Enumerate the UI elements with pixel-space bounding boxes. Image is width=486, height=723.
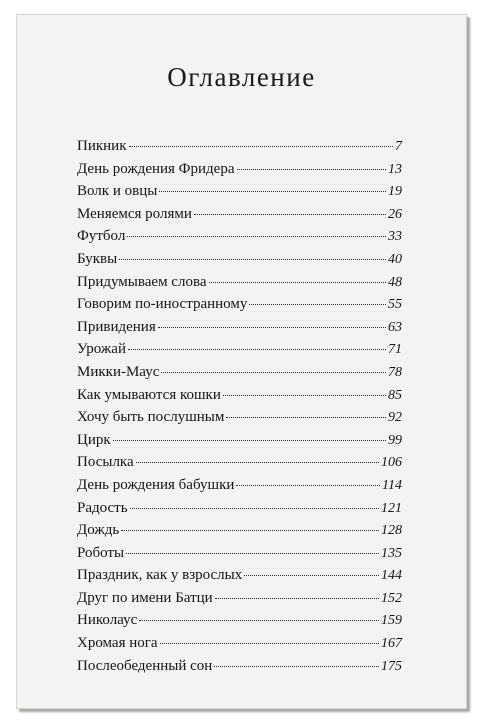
toc-entry — [77, 319, 402, 342]
toc-entry-title: Хочу быть послушным — [77, 409, 225, 426]
toc-entry-page: 19 — [388, 184, 402, 200]
toc-entry-title: Роботы — [77, 544, 125, 561]
toc-entry — [77, 477, 402, 500]
toc-entry-title: Хромая нога — [77, 635, 158, 652]
toc-entry — [77, 522, 402, 545]
dot-leader — [244, 575, 379, 576]
toc-entry — [77, 567, 402, 590]
toc-entry-page: 71 — [388, 342, 402, 358]
dot-leader — [215, 598, 379, 599]
dot-leader — [236, 485, 380, 486]
toc-entry-title: Друг по имени Батци — [77, 589, 213, 606]
toc-entry-title: Послеобеденный сон — [77, 657, 213, 674]
toc-entry-title: Радость — [77, 499, 128, 516]
toc-entry-page: 106 — [381, 455, 402, 471]
toc-entry-title: Волк и овцы — [77, 183, 158, 200]
toc-entry-page: 121 — [381, 500, 402, 516]
toc-entry-page: 55 — [388, 297, 402, 313]
dot-leader — [128, 349, 386, 350]
toc-entry — [77, 635, 402, 658]
dot-leader — [127, 236, 386, 237]
toc-entry — [77, 590, 402, 613]
toc-entry-page: 152 — [381, 590, 402, 606]
toc-entry — [77, 454, 402, 477]
toc-entry-page: 92 — [388, 410, 402, 426]
toc-entry-page: 7 — [395, 139, 402, 154]
toc-entry — [77, 341, 402, 364]
toc-entry-title: Буквы — [77, 250, 118, 267]
toc-entry — [77, 658, 402, 681]
toc-entry — [77, 364, 402, 387]
toc-entry-page: 48 — [388, 274, 402, 290]
dot-leader — [160, 643, 379, 644]
toc-entry-page: 26 — [388, 206, 402, 222]
toc-entry-page: 99 — [388, 432, 402, 448]
toc-entry — [77, 409, 402, 432]
toc-entry-title: Футбол — [77, 228, 126, 245]
toc-entry — [77, 432, 402, 455]
dot-leader — [119, 259, 386, 260]
toc-entry-page: 167 — [381, 636, 402, 652]
toc-entry — [77, 387, 402, 410]
dot-leader — [113, 440, 386, 441]
dot-leader — [223, 395, 386, 396]
toc-entry-title: Урожай — [77, 341, 126, 358]
table-of-contents — [77, 138, 402, 680]
toc-entry — [77, 206, 402, 229]
toc-entry — [77, 183, 402, 206]
toc-entry-page: 144 — [381, 568, 402, 584]
toc-entry-title: Посылка — [77, 454, 134, 471]
dot-leader — [209, 282, 387, 283]
toc-entry — [77, 138, 402, 161]
toc-entry-page: 175 — [381, 658, 402, 674]
toc-entry-page: 33 — [388, 229, 402, 245]
dot-leader — [126, 553, 379, 554]
toc-entry — [77, 161, 402, 184]
toc-entry-page: 13 — [388, 161, 402, 177]
toc-entry-page: 128 — [381, 523, 402, 539]
toc-entry — [77, 296, 402, 319]
toc-entry-title: Дождь — [77, 522, 120, 539]
toc-entry-title: Николаус — [77, 612, 138, 629]
dot-leader — [129, 146, 394, 147]
toc-entry-title: День рождения бабушки — [77, 476, 235, 493]
toc-entry-title: Цирк — [77, 431, 111, 448]
dot-leader — [237, 169, 387, 170]
toc-entry-page: 85 — [388, 387, 402, 403]
dot-leader — [161, 372, 386, 373]
toc-entry — [77, 612, 402, 635]
dot-leader — [136, 462, 379, 463]
toc-entry-title: Придумываем слова — [77, 273, 207, 290]
dot-leader — [121, 530, 379, 531]
toc-entry — [77, 500, 402, 523]
page-title: Оглавление — [167, 62, 316, 92]
toc-entry — [77, 545, 402, 568]
toc-entry-title: Микки-Маус — [77, 363, 160, 380]
toc-entry-title: Меняемся ролями — [77, 205, 192, 222]
book-page — [16, 14, 467, 709]
dot-leader — [159, 191, 386, 192]
toc-entry-page: 159 — [381, 613, 402, 629]
toc-entry-title: Праздник, как у взрослых — [77, 567, 243, 584]
toc-entry-page: 40 — [388, 251, 402, 267]
toc-entry-title: Как умываются кошки — [77, 386, 221, 403]
dot-leader — [226, 417, 386, 418]
toc-entry-title: Пикник — [77, 138, 127, 154]
toc-entry-page: 135 — [381, 545, 402, 561]
toc-entry-page: 78 — [388, 364, 402, 380]
dot-leader — [214, 666, 379, 667]
dot-leader — [158, 327, 386, 328]
toc-entry — [77, 228, 402, 251]
toc-entry — [77, 274, 402, 297]
toc-entry-title: Говорим по-иностранному — [77, 296, 248, 313]
toc-entry-page: 114 — [382, 477, 402, 493]
toc-entry-title: День рождения Фридера — [77, 160, 235, 177]
dot-leader — [249, 304, 386, 305]
dot-leader — [139, 620, 379, 621]
dot-leader — [194, 214, 386, 215]
toc-entry-page: 63 — [388, 319, 402, 335]
toc-entry-title: Привидения — [77, 318, 156, 335]
dot-leader — [130, 508, 379, 509]
toc-entry — [77, 251, 402, 274]
